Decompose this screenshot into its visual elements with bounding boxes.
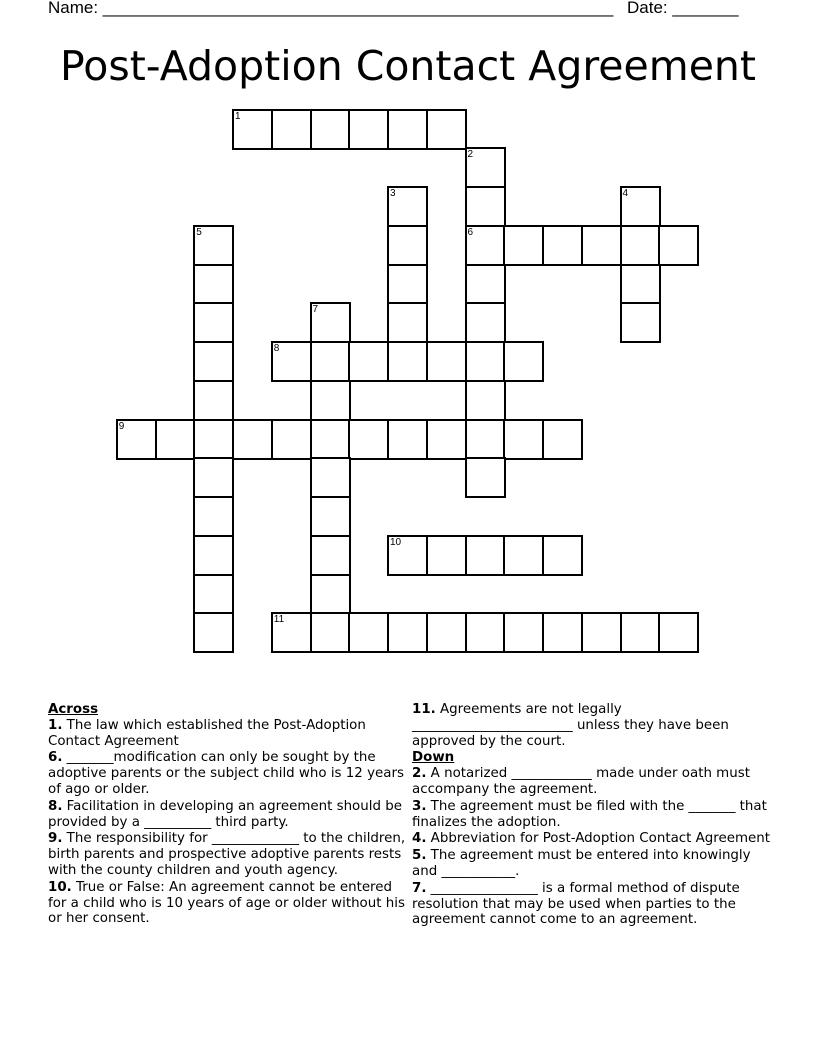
grid-cell[interactable] (193, 535, 234, 576)
grid-cell[interactable] (387, 302, 428, 343)
grid-cell[interactable] (426, 109, 467, 150)
grid-cell[interactable] (620, 264, 661, 305)
grid-cell[interactable] (193, 612, 234, 653)
grid-cell[interactable] (658, 612, 699, 653)
grid-cell[interactable] (232, 419, 273, 460)
grid-cell[interactable] (348, 612, 389, 653)
grid-cell[interactable] (542, 225, 583, 266)
date-field-label: Date: _______ (627, 0, 739, 17)
grid-cell[interactable] (620, 225, 661, 266)
grid-cell[interactable] (465, 419, 506, 460)
grid-cell[interactable] (658, 225, 699, 266)
clue-text: A notarized ____________ made under oath must accompany the agreement. (412, 766, 750, 797)
grid-cell[interactable] (503, 341, 544, 382)
clue-number: 4. (412, 831, 427, 847)
grid-cell[interactable] (620, 612, 661, 653)
clue-text: The responsibility for _____________ to the children, birth parents and prospective adoptive parents rests with the county children and youth agency. (48, 831, 406, 878)
clue-number: 9. (48, 831, 63, 847)
grid-cell[interactable] (426, 535, 467, 576)
across-clue (48, 880, 408, 927)
clue-number-label: 8 (273, 343, 280, 354)
grid-cell[interactable] (465, 302, 506, 343)
grid-cell[interactable] (193, 380, 234, 421)
clue-number: 3. (412, 798, 427, 814)
grid-cell[interactable] (193, 341, 234, 382)
clue-text: Facilitation in developing an agreement should be provided by a __________ third party. (48, 798, 402, 830)
grid-cell[interactable] (465, 612, 506, 653)
down-clue (412, 831, 772, 847)
grid-cell[interactable] (232, 109, 273, 150)
down-clue (412, 799, 772, 831)
grid-cell[interactable] (465, 341, 506, 382)
grid-cell[interactable] (387, 109, 428, 150)
grid-cell[interactable] (271, 341, 312, 382)
clue-number: 10. (48, 879, 72, 895)
grid-cell[interactable] (310, 574, 351, 615)
grid-cell[interactable] (426, 612, 467, 653)
grid-cell[interactable] (348, 419, 389, 460)
clue-text: _______modification can only be sought by the adoptive parents or the subject child who is 12 years of ago or older. (48, 750, 404, 797)
clue-number-label: 7 (312, 304, 319, 316)
grid-cell[interactable] (387, 186, 428, 227)
grid-cell[interactable] (387, 612, 428, 653)
grid-cell[interactable] (310, 535, 351, 576)
grid-cell[interactable] (465, 380, 506, 421)
grid-cell[interactable] (387, 225, 428, 266)
grid-cell[interactable] (193, 225, 234, 266)
grid-cell[interactable] (155, 419, 196, 460)
clue-number: 8. (48, 798, 63, 814)
down-heading: Down (412, 750, 455, 766)
across-clue (48, 750, 408, 797)
clue-number-label: 2 (467, 149, 474, 161)
clue-number-label: 5 (196, 226, 202, 238)
grid-cell[interactable] (387, 419, 428, 460)
across-clue (48, 799, 408, 831)
across-heading: Across (48, 702, 99, 717)
across-clue (48, 831, 408, 878)
clue-number-label: 11 (273, 614, 285, 626)
grid-cell[interactable] (465, 225, 506, 266)
clue-number-label: 3 (390, 188, 396, 199)
clue-number: 7. (412, 880, 427, 896)
grid-cell[interactable] (310, 109, 351, 150)
clue-number-label: 9 (118, 420, 125, 432)
grid-cell[interactable] (542, 612, 583, 653)
clue-text: ________________ is a formal method of dispute resolution that may be used when parties to the agreement cannot come to an agreement. (412, 880, 740, 928)
grid-cell[interactable] (310, 380, 351, 421)
grid-cell[interactable] (620, 302, 661, 343)
clue-number-label: 1 (235, 110, 241, 122)
grid-cell[interactable] (581, 225, 622, 266)
name-field-label: Name: ______________________________________________________ (48, 0, 614, 17)
grid-cell[interactable] (542, 419, 583, 460)
grid-cell[interactable] (387, 264, 428, 305)
grid-cell[interactable] (465, 186, 506, 227)
grid-cell[interactable] (310, 612, 351, 653)
down-clue (412, 766, 772, 798)
grid-cell[interactable] (193, 419, 234, 460)
grid-cell[interactable] (310, 457, 351, 498)
clue-number: 11. (412, 702, 436, 717)
grid-cell[interactable] (193, 496, 234, 537)
clues-right-column (412, 702, 772, 929)
grid-cell[interactable] (620, 186, 661, 227)
clue-number: 6. (48, 750, 63, 766)
grid-cell[interactable] (348, 109, 389, 150)
grid-cell[interactable] (116, 419, 157, 460)
clue-text: The law which established the Post-Adoption Contact Agreement (48, 717, 366, 749)
grid-cell[interactable] (193, 302, 234, 343)
grid-cell[interactable] (465, 264, 506, 305)
grid-cell[interactable] (465, 147, 506, 188)
grid-cell[interactable] (193, 264, 234, 305)
clue-text: True or False: An agreement cannot be entered for a child who is 10 years of age or older without his or her consent. (48, 879, 405, 927)
grid-cell[interactable] (542, 535, 583, 576)
page-title: Post-Adoption Contact Agreement (60, 42, 756, 90)
clue-number-label: 10 (390, 536, 402, 548)
grid-cell[interactable] (503, 535, 544, 576)
grid-cell[interactable] (193, 457, 234, 498)
clues-left-column (48, 702, 408, 928)
grid-cell[interactable] (310, 341, 351, 382)
clue-number: 1. (48, 717, 63, 733)
clue-text: Agreements are not legally ________________________ unless they have been approved by the court. (412, 702, 729, 749)
grid-cell[interactable] (348, 341, 389, 382)
grid-cell[interactable] (465, 535, 506, 576)
clue-text: The agreement must be entered into knowingly and ___________. (412, 848, 751, 879)
clue-text: The agreement must be filed with the _______ that finalizes the adoption. (412, 798, 767, 830)
grid-cell[interactable] (271, 419, 312, 460)
grid-cell[interactable] (310, 419, 351, 460)
grid-cell[interactable] (387, 341, 428, 382)
grid-cell[interactable] (271, 612, 312, 653)
down-clue (412, 881, 772, 928)
grid-cell[interactable] (581, 612, 622, 653)
grid-cell[interactable] (387, 535, 428, 576)
across-clue (48, 718, 408, 750)
grid-cell[interactable] (503, 419, 544, 460)
grid-cell[interactable] (310, 302, 351, 343)
clue-text: Abbreviation for Post-Adoption Contact Agreement (430, 831, 771, 847)
grid-cell[interactable] (271, 109, 312, 150)
grid-cell[interactable] (465, 457, 506, 498)
down-clue (412, 848, 772, 880)
grid-cell[interactable] (426, 341, 467, 382)
grid-cell[interactable] (310, 496, 351, 537)
grid-cell[interactable] (193, 574, 234, 615)
clue-number-label: 6 (467, 226, 474, 238)
across-clue (412, 702, 772, 749)
grid-cell[interactable] (503, 225, 544, 266)
clue-number: 5. (412, 848, 427, 864)
clue-number: 2. (412, 766, 427, 782)
grid-cell[interactable] (426, 419, 467, 460)
clue-number-label: 4 (622, 188, 629, 199)
grid-cell[interactable] (503, 612, 544, 653)
